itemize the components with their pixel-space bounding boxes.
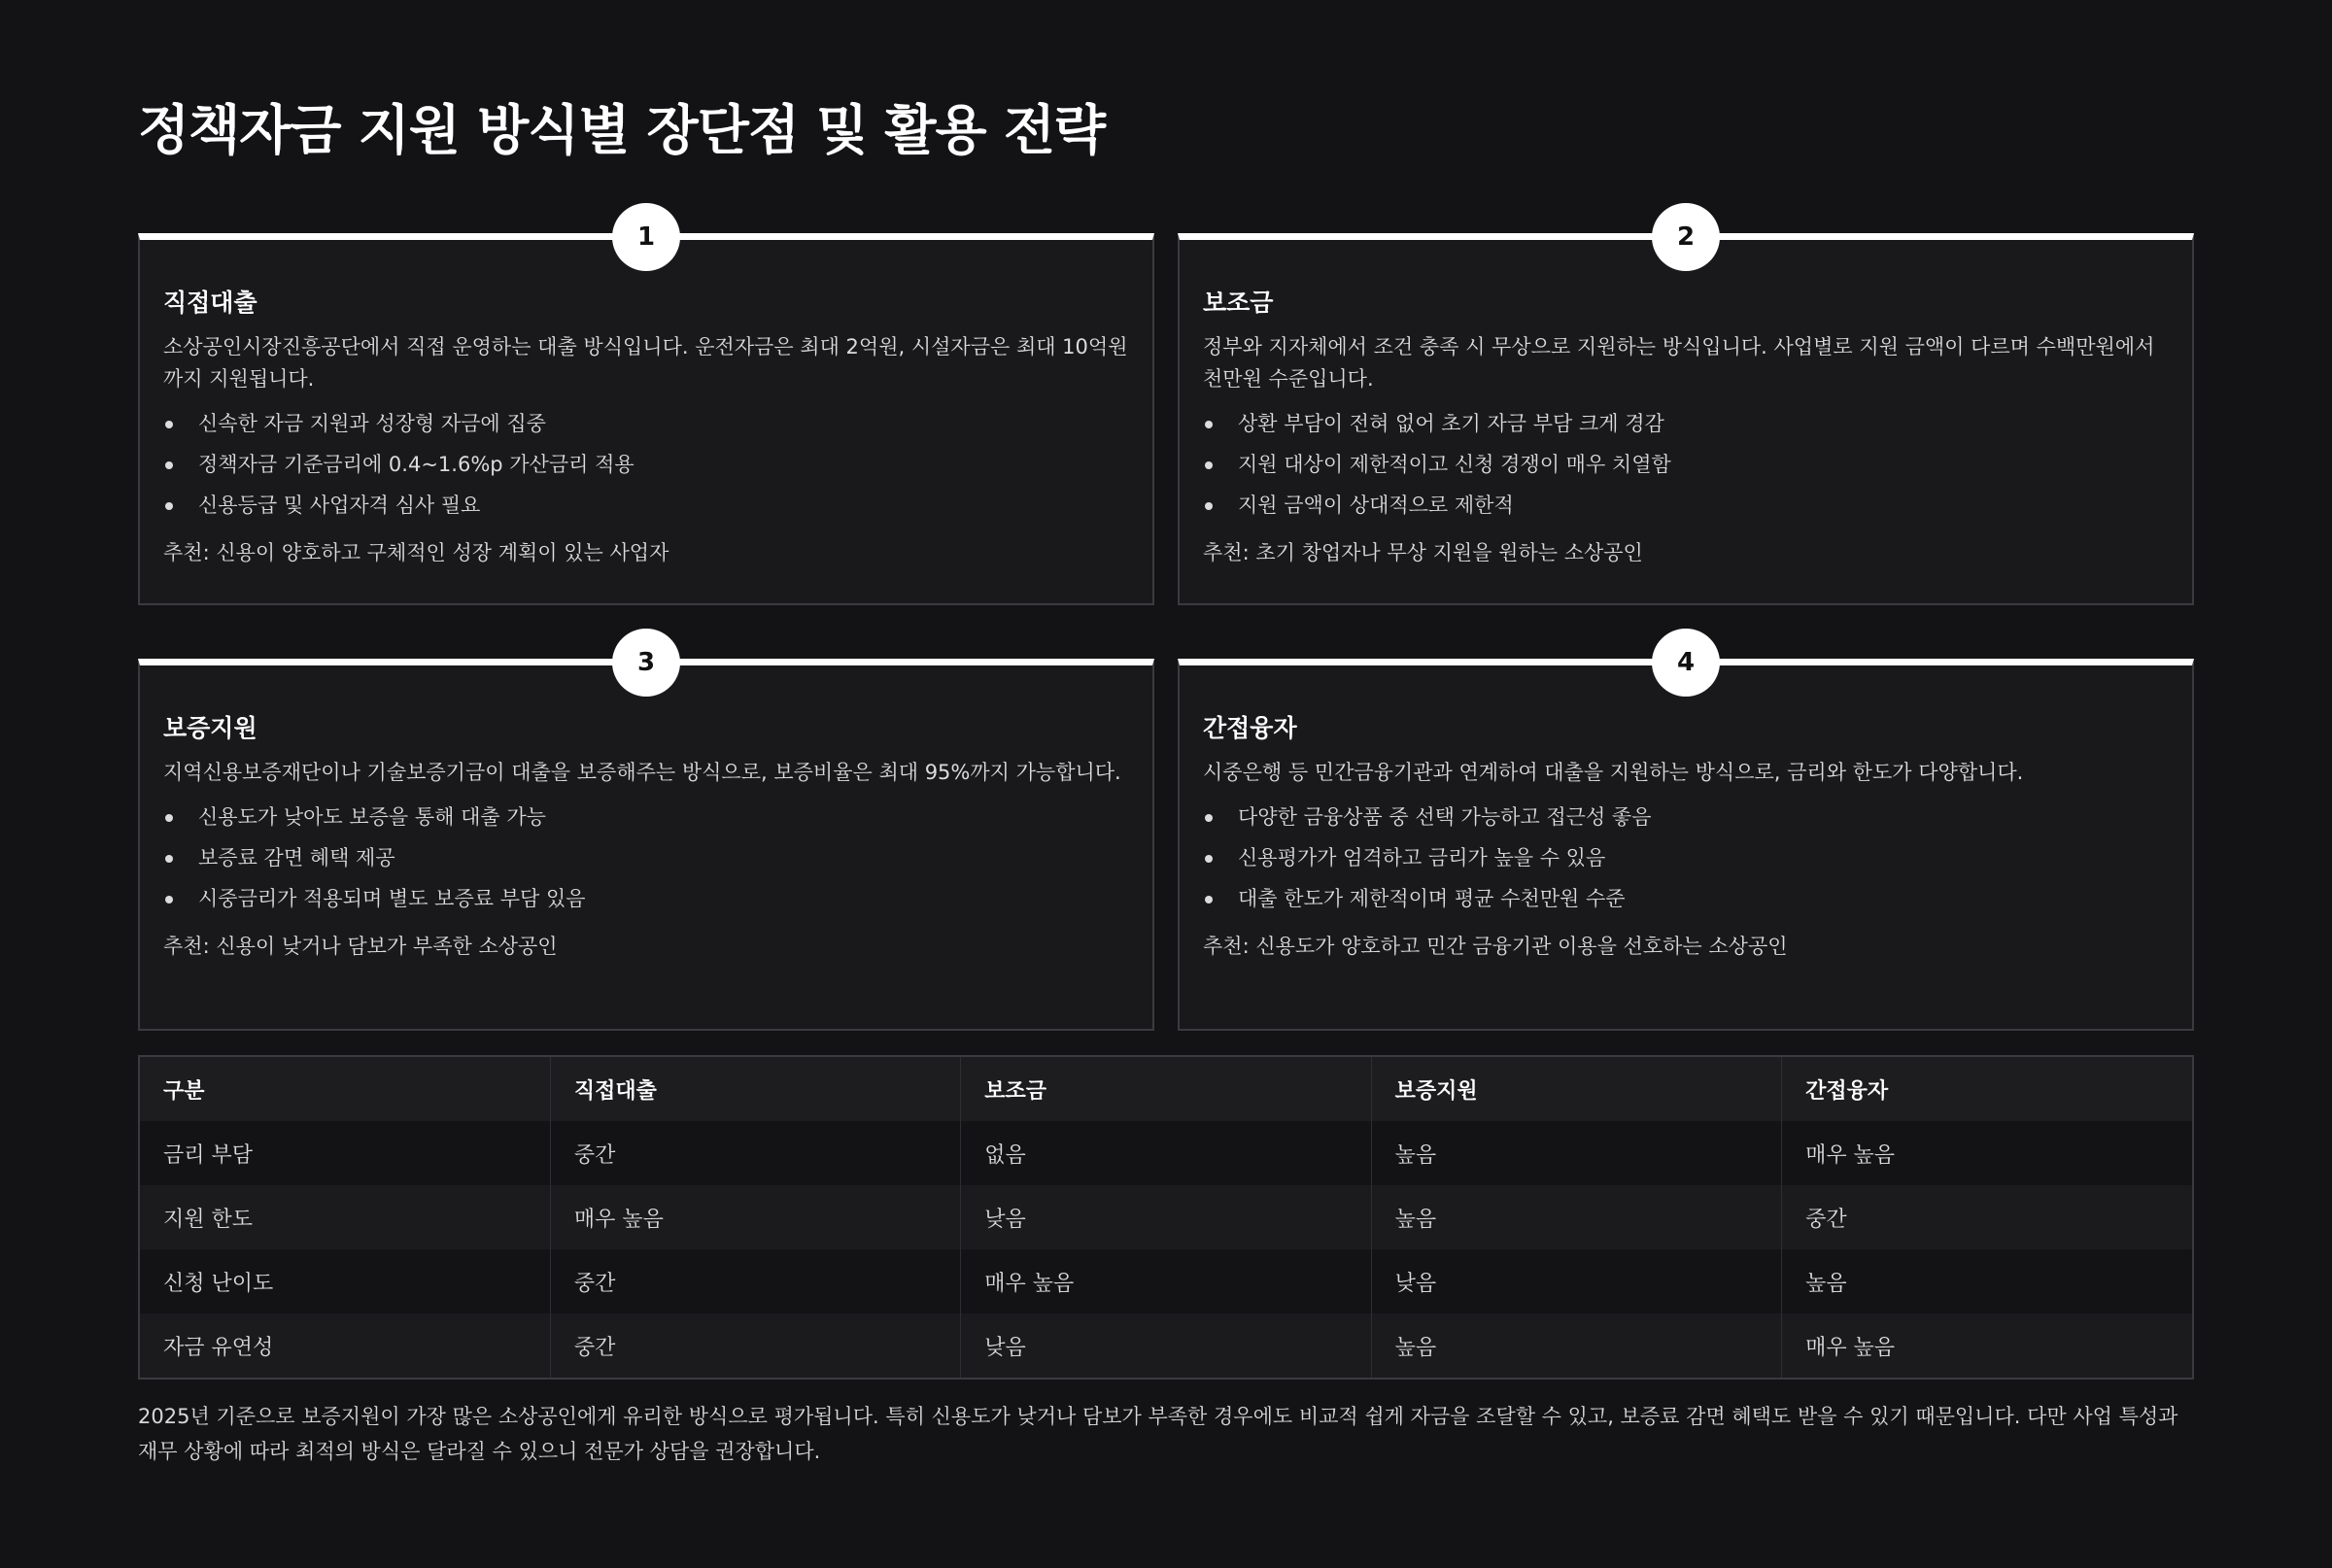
table-cell: 중간 [550, 1121, 960, 1185]
card-point: 신용등급 및 사업자격 심사 필요 [198, 485, 1129, 526]
table-header-row [140, 1057, 2192, 1121]
card-recommendation: 추천: 신용이 양호하고 구체적인 성장 계획이 있는 사업자 [163, 541, 669, 564]
table-cell: 낮음 [961, 1185, 1371, 1249]
table-cell: 매우 높음 [1782, 1313, 2192, 1378]
table-cell: 높음 [1371, 1313, 1781, 1378]
card-title: 보조금 [1203, 289, 1274, 317]
card-recommendation: 추천: 신용이 낮거나 담보가 부족한 소상공인 [163, 935, 558, 958]
method-card-indirect-loan [1178, 648, 2194, 1031]
comparison-grid [140, 1057, 2192, 1378]
card-point: 신용도가 낮아도 보증을 통해 대출 가능 [198, 797, 1129, 837]
table-cell: 중간 [1782, 1185, 2192, 1249]
card-title: 간접융자 [1203, 714, 1297, 742]
table-cell: 낮음 [961, 1313, 1371, 1378]
card-number-badge: 2 [1652, 203, 1720, 271]
card-point: 신속한 자금 지원과 성장형 자금에 집중 [198, 403, 1129, 444]
card-point: 지원 대상이 제한적이고 신청 경쟁이 매우 치열함 [1238, 444, 2169, 485]
card-point: 시중금리가 적용되며 별도 보증료 부담 있음 [198, 878, 1129, 919]
card-number-badge: 3 [612, 629, 680, 697]
card-description: 시중은행 등 민간금융기관과 연계하여 대출을 지원하는 방식으로, 금리와 한도가 다양합니다. [1203, 761, 2024, 784]
table-cell: 매우 높음 [1782, 1121, 2192, 1185]
table-cell: 중간 [550, 1249, 960, 1313]
table-cell: 자금 유연성 [140, 1313, 550, 1378]
card-point: 정책자금 기준금리에 0.4~1.6%p 가산금리 적용 [198, 444, 1129, 485]
table-cell: 낮음 [1371, 1249, 1781, 1313]
card-recommendation: 추천: 초기 창업자나 무상 지원을 원하는 소상공인 [1203, 541, 1643, 564]
card-point: 보증료 감면 혜택 제공 [198, 837, 1129, 878]
method-card-guarantee [138, 648, 1154, 1031]
column-header: 구분 [140, 1057, 550, 1121]
card-point: 지원 금액이 상대적으로 제한적 [1238, 485, 2169, 526]
column-header: 직접대출 [550, 1057, 960, 1121]
card-point: 신용평가가 엄격하고 금리가 높을 수 있음 [1238, 837, 2169, 878]
card-recommendation: 추천: 신용도가 양호하고 민간 금융기관 이용을 선호하는 소상공인 [1203, 935, 1788, 958]
card-point: 대출 한도가 제한적이며 평균 수천만원 수준 [1238, 878, 2169, 919]
comparison-table [138, 1055, 2194, 1380]
card-title: 직접대출 [163, 289, 257, 317]
table-cell: 중간 [550, 1313, 960, 1378]
card-points [163, 403, 1129, 526]
table-row [140, 1185, 2192, 1249]
column-header: 간접융자 [1782, 1057, 2192, 1121]
method-card-direct-loan [138, 222, 1154, 605]
method-cards [138, 222, 2194, 1031]
table-cell: 높음 [1371, 1121, 1781, 1185]
card-title: 보증지원 [163, 714, 257, 742]
card-description: 정부와 지자체에서 조건 충족 시 무상으로 지원하는 방식입니다. 사업별로 지원 금액이 다르며 수백만원에서 천만원 수준입니다. [1203, 335, 2155, 391]
card-number-badge: 4 [1652, 629, 1720, 697]
card-points [1203, 403, 2169, 526]
column-header: 보증지원 [1371, 1057, 1781, 1121]
page-title: 정책자금 지원 방식별 장단점 및 활용 전략 [138, 99, 1106, 161]
table-cell: 없음 [961, 1121, 1371, 1185]
table-cell: 신청 난이도 [140, 1249, 550, 1313]
table-cell: 매우 높음 [550, 1185, 960, 1249]
card-point: 상환 부담이 전혀 없어 초기 자금 부담 크게 경감 [1238, 403, 2169, 444]
table-cell: 높음 [1782, 1249, 2192, 1313]
table-cell: 매우 높음 [961, 1249, 1371, 1313]
card-number-badge: 1 [612, 203, 680, 271]
summary-footnote: 2025년 기준으로 보증지원이 가장 많은 소상공인에게 유리한 방식으로 평가됩니다. 특히 신용도가 낮거나 담보가 부족한 경우에도 비교적 쉽게 자금을 조달할 수 있고, 보증료 감면 혜택도 받을 수 있기 때문입니다. 다만 사업 특성과 재무 상황에 따라 최적의 방식은 달라질 수 있으니 전문가 상담을 권장합니다. [138, 1405, 2178, 1463]
card-points [1203, 797, 2169, 919]
card-point: 다양한 금융상품 중 선택 가능하고 접근성 좋음 [1238, 797, 2169, 837]
card-description: 지역신용보증재단이나 기술보증기금이 대출을 보증해주는 방식으로, 보증비율은 최대 95%까지 가능합니다. [163, 761, 1121, 784]
card-points [163, 797, 1129, 919]
table-cell: 높음 [1371, 1185, 1781, 1249]
table-cell: 지원 한도 [140, 1185, 550, 1249]
method-card-subsidy [1178, 222, 2194, 605]
table-row [140, 1121, 2192, 1185]
table-cell: 금리 부담 [140, 1121, 550, 1185]
table-row [140, 1249, 2192, 1313]
column-header: 보조금 [961, 1057, 1371, 1121]
table-row [140, 1313, 2192, 1378]
card-description: 소상공인시장진흥공단에서 직접 운영하는 대출 방식입니다. 운전자금은 최대 2억원, 시설자금은 최대 10억원까지 지원됩니다. [163, 335, 1128, 391]
